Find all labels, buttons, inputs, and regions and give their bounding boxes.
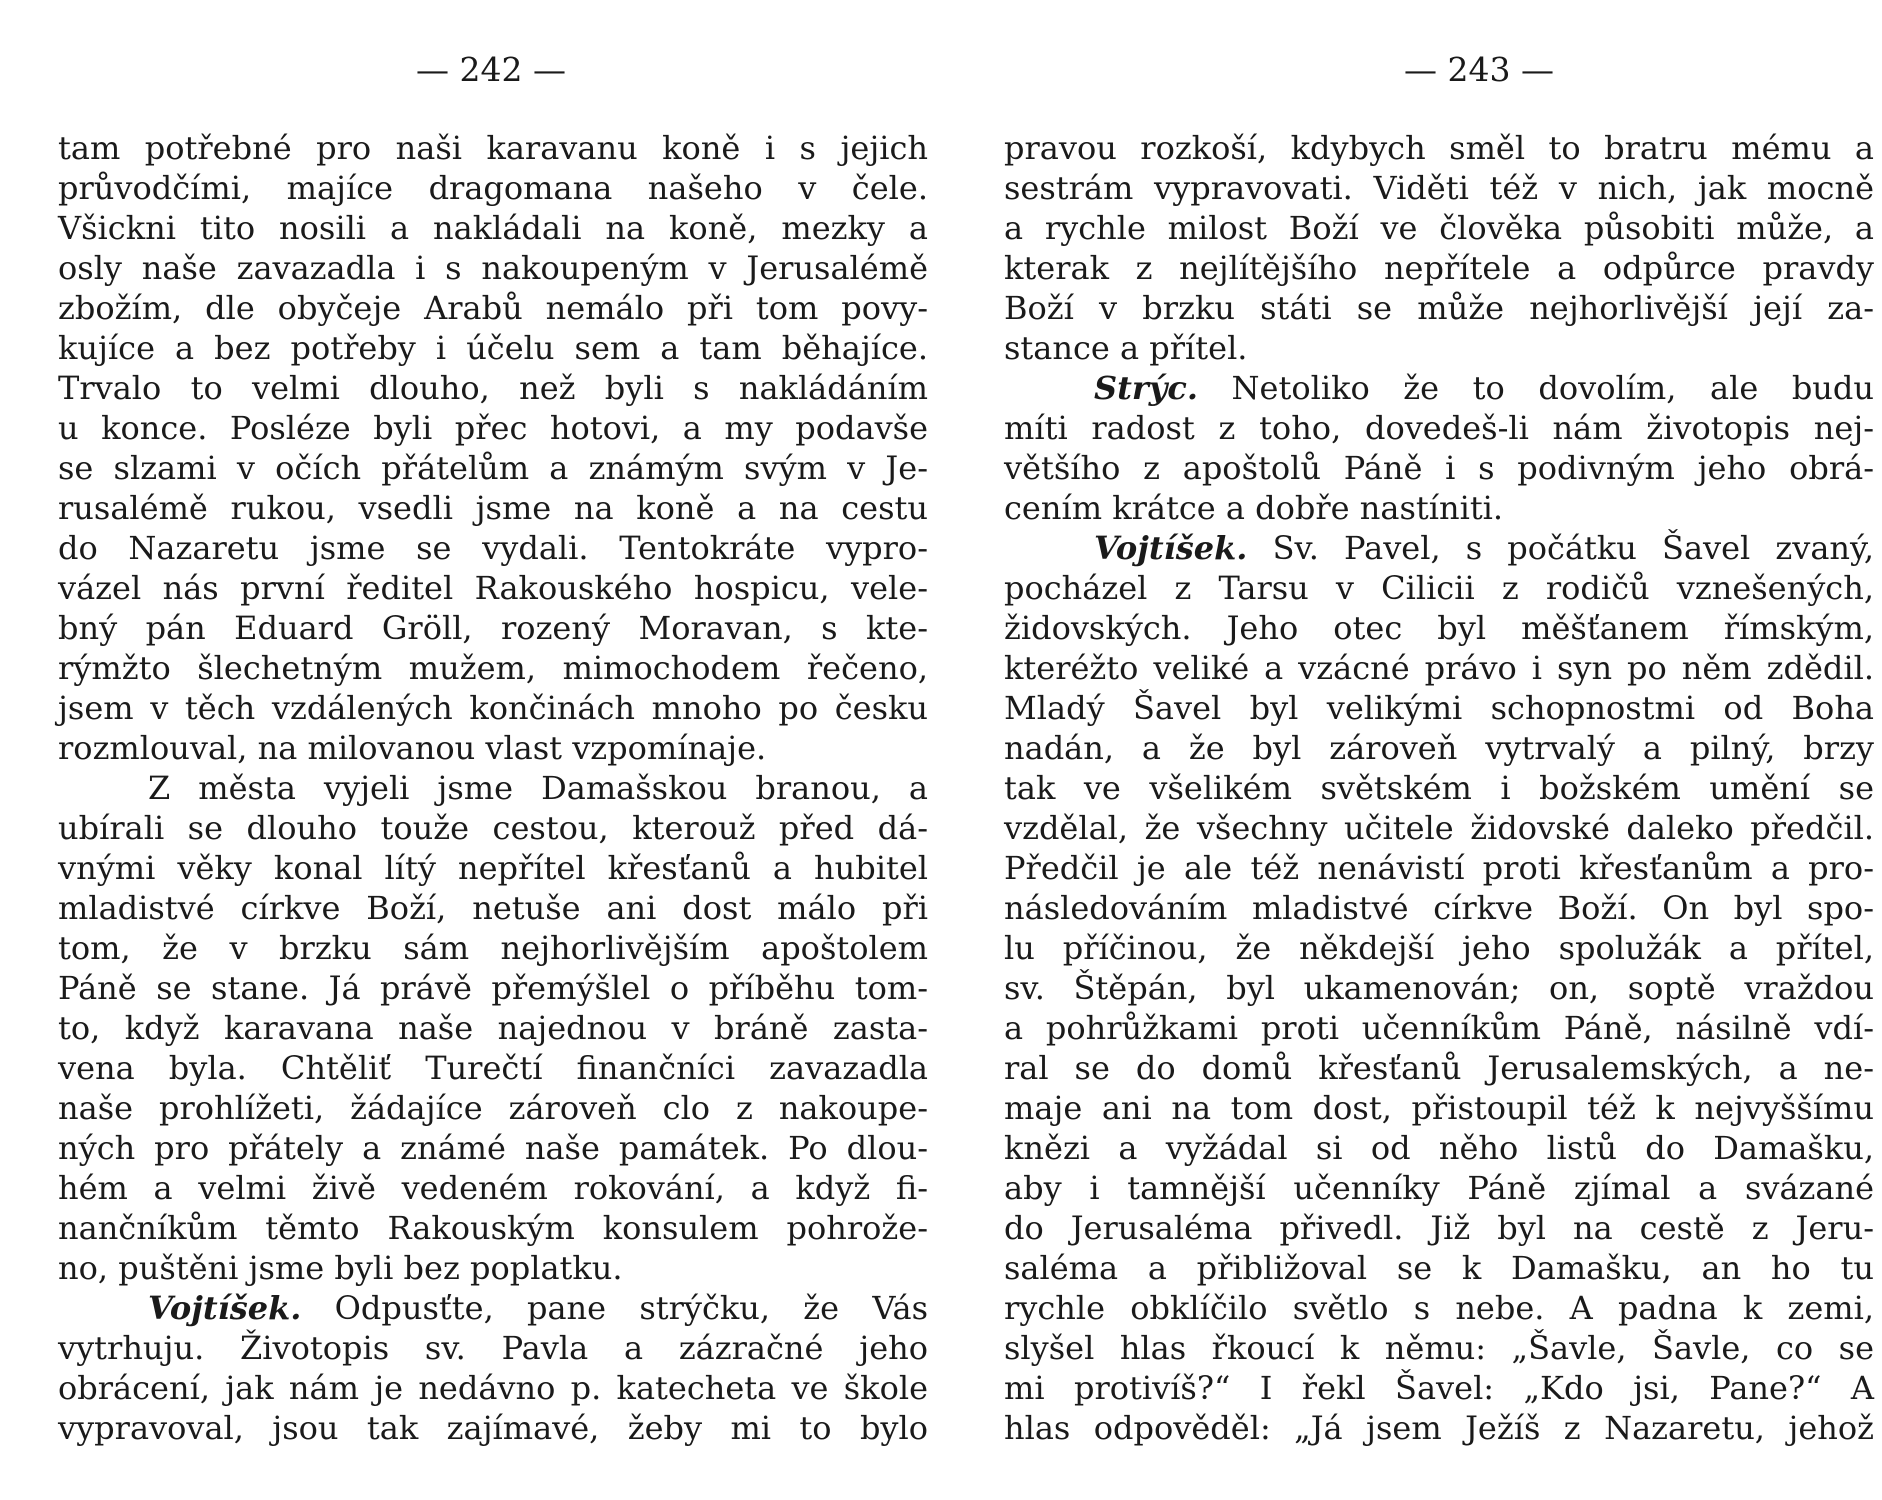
left-page-number: — 242 — <box>416 50 566 89</box>
line-text: obrácení, jak nám je nedávno p. katecheta ve škole <box>58 1369 928 1407</box>
line-text: nančníkům těmto Rakouským konsulem pohrože- <box>58 1209 928 1247</box>
right-page-text <box>1004 128 1874 1448</box>
text-line <box>1004 168 1874 208</box>
right-page-number: — 243 — <box>1404 50 1554 89</box>
line-text: rychle obklíčilo světlo s nebe. A padna k zemi, <box>1004 1289 1874 1327</box>
text-line <box>58 808 928 848</box>
line-text: se slzami v očích přátelům a známým svým v Je- <box>58 449 928 487</box>
line-text: bný pán Eduard Gröll, rozený Moravan, s kte- <box>58 609 928 647</box>
text-line <box>58 1328 928 1368</box>
text-line <box>1004 1248 1874 1288</box>
text-line <box>1004 128 1874 168</box>
text-line <box>1004 928 1874 968</box>
line-text: a pohrůžkami proti učenníkům Páně, násilně vdí- <box>1004 1009 1874 1047</box>
text-line <box>1004 648 1874 688</box>
line-text: naše prohlížeti, žádajíce zároveň clo z nakoupe- <box>58 1089 928 1127</box>
line-text: do Jerusaléma přivedl. Již byl na cestě z Jeru- <box>1004 1209 1874 1247</box>
line-text: následováním mladistvé církve Boží. On byl spo- <box>1004 889 1874 927</box>
line-text: lu příčinou, že někdejší jeho spolužák a přítel, <box>1004 929 1874 967</box>
text-line <box>1004 1208 1874 1248</box>
text-line <box>1004 408 1874 448</box>
text-line <box>58 408 928 448</box>
line-text: vzdělal, že všechny učitele židovské daleko předčil. <box>1004 809 1874 847</box>
line-text: aby i tamnější učenníky Páně zjímal a svázané <box>1004 1169 1874 1207</box>
text-line <box>58 1208 928 1248</box>
line-text: vnými věky konal lítý nepřítel křesťanů a hubitel <box>58 849 928 887</box>
line-text: vázel nás první ředitel Rakouského hospicu, vele- <box>58 569 928 607</box>
text-line <box>1004 1168 1874 1208</box>
line-text: to, když karavana naše najednou v bráně zasta- <box>58 1009 928 1047</box>
line-text: pocházel z Tarsu v Cilicii z rodičů vznešených, <box>1004 569 1874 607</box>
text-line <box>58 608 928 648</box>
line-text: tak ve všelikém světském i božském umění se <box>1004 769 1874 807</box>
text-line <box>58 888 928 928</box>
line-text: vypravoval, jsou tak zajímavé, žeby mi to bylo <box>58 1409 928 1447</box>
text-line <box>1004 1288 1874 1328</box>
text-line <box>1004 288 1874 328</box>
line-text: ubírali se dlouho touže cestou, kterouž před dá- <box>58 809 928 847</box>
line-text: no, puštěni jsme byli bez poplatku. <box>58 1249 623 1287</box>
text-line <box>1004 208 1874 248</box>
text-line <box>58 448 928 488</box>
text-line <box>1004 1128 1874 1168</box>
line-text: většího z apoštolů Páně i s podivným jeho obrá- <box>1004 449 1874 487</box>
text-line <box>1004 1048 1874 1088</box>
text-line <box>58 688 928 728</box>
line-text: rusalémě rukou, vsedli jsme na koně a na cestu <box>58 489 928 527</box>
line-text: Netoliko že to dovolím, ale budu <box>1231 369 1875 407</box>
line-text: Všickni tito nosili a nakládali na koně, mezky a <box>58 209 928 247</box>
line-text: hlas odpověděl: „Já jsem Ježíš z Nazaretu, jehož <box>1004 1409 1874 1447</box>
text-line <box>1004 488 1874 528</box>
text-line <box>1004 768 1874 808</box>
line-text: rozmlouval, na milovanou vlast vzpomínaje. <box>58 729 767 767</box>
text-line <box>58 1248 928 1288</box>
right-page <box>1004 0 1874 1500</box>
text-line <box>58 208 928 248</box>
line-text: zbožím, dle obyčeje Arabů nemálo při tom povy- <box>58 289 928 327</box>
text-line <box>58 728 928 768</box>
line-text: průvodčími, majíce dragomana našeho v čele. <box>58 169 928 207</box>
line-text: do Nazaretu jsme se vydali. Tentokráte vypro- <box>58 529 928 567</box>
text-line <box>58 1008 928 1048</box>
text-line <box>58 1048 928 1088</box>
text-line <box>58 1088 928 1128</box>
line-text: kujíce a bez potřeby i účelu sem a tam běhajíce. <box>58 329 928 367</box>
text-line <box>58 368 928 408</box>
text-line <box>1004 608 1874 648</box>
speaker-name: Strýc. <box>1094 369 1198 407</box>
text-line <box>1004 528 1874 568</box>
text-line <box>58 488 928 528</box>
text-line <box>58 928 928 968</box>
text-line <box>1004 1368 1874 1408</box>
line-text: hém a velmi živě vedeném rokování, a když fi- <box>58 1169 928 1207</box>
line-text: Trvalo to velmi dlouho, než byli s nakládáním <box>58 369 928 407</box>
text-line <box>1004 1328 1874 1368</box>
text-line <box>58 168 928 208</box>
line-text: rýmžto šlechetným mužem, mimochodem řečeno, <box>58 649 928 687</box>
text-line <box>1004 448 1874 488</box>
text-line <box>58 328 928 368</box>
line-text: vytrhuju. Životopis sv. Pavla a zázračné jeho <box>58 1329 928 1367</box>
line-text: ral se do domů křesťanů Jerusalemských, a ne- <box>1004 1049 1874 1087</box>
text-line <box>58 968 928 1008</box>
line-text: mladistvé církve Boží, netuše ani dost málo při <box>58 889 928 927</box>
text-line <box>58 1408 928 1448</box>
speaker-name: Vojtíšek. <box>1094 529 1248 567</box>
line-text: Z města vyjeli jsme Damašskou branou, a <box>148 769 928 807</box>
line-text: kteréžto veliké a vzácné právo i syn po něm zdědil. <box>1004 649 1874 687</box>
text-line <box>58 1168 928 1208</box>
text-line <box>1004 328 1874 368</box>
text-line <box>1004 368 1874 408</box>
text-line <box>58 1128 928 1168</box>
line-text: u konce. Posléze byli přec hotovi, a my podavše <box>58 409 928 447</box>
line-text: slyšel hlas řkoucí k němu: „Šavle, Šavle, co se <box>1004 1329 1874 1367</box>
left-page-text <box>58 128 928 1448</box>
line-text: a rychle milost Boží ve člověka působiti může, a <box>1004 209 1874 247</box>
text-line <box>58 248 928 288</box>
line-text: ných pro přátely a známé naše památek. Po dlou- <box>58 1129 928 1167</box>
line-text: Odpusťte, pane strýčku, že Vás <box>334 1289 928 1327</box>
line-text: nadán, a že byl zároveň vytrvalý a pilný, brzy <box>1004 729 1874 767</box>
line-text: maje ani na tom dost, přistoupil též k nejvyššímu <box>1004 1089 1874 1127</box>
text-line <box>1004 568 1874 608</box>
line-text: Mladý Šavel byl velikými schopnostmi od Boha <box>1004 689 1874 727</box>
line-text: míti radost z toho, dovedeš-li nám životopis nej- <box>1004 409 1874 447</box>
text-line <box>1004 1408 1874 1448</box>
line-text: židovských. Jeho otec byl měšťanem římským, <box>1004 609 1874 647</box>
line-text: pravou rozkoší, kdybych směl to bratru mému a <box>1004 129 1874 167</box>
text-line <box>58 288 928 328</box>
text-line <box>58 848 928 888</box>
line-text: stance a přítel. <box>1004 329 1248 367</box>
speaker-name: Vojtíšek. <box>148 1289 302 1327</box>
text-line <box>1004 1088 1874 1128</box>
text-line <box>58 1288 928 1328</box>
text-line <box>1004 248 1874 288</box>
line-text: tom, že v brzku sám nejhorlivějším apoštolem <box>58 929 928 967</box>
line-text: jsem v těch vzdálených končinách mnoho po česku <box>58 689 928 727</box>
line-text: kterak z nejlítějšího nepřítele a odpůrce pravdy <box>1004 249 1874 287</box>
line-text: sv. Štěpán, byl ukamenován; on, soptě vraždou <box>1004 969 1874 1007</box>
line-text: saléma a přibližoval se k Damašku, an ho tu <box>1004 1249 1874 1287</box>
text-line <box>1004 968 1874 1008</box>
line-text: osly naše zavazadla i s nakoupeným v Jerusalémě <box>58 249 928 287</box>
line-text: sestrám vypravovati. Viděti též v nich, jak mocně <box>1004 169 1874 207</box>
text-line <box>1004 728 1874 768</box>
line-text: Boží v brzku státi se může nejhorlivější její za- <box>1004 289 1874 327</box>
line-text: Páně se stane. Já právě přemýšlel o příběhu tom- <box>58 969 928 1007</box>
text-line <box>58 568 928 608</box>
line-text: Předčil je ale též nenávistí proti křesťanům a pro- <box>1004 849 1874 887</box>
text-line <box>1004 1008 1874 1048</box>
text-line <box>1004 688 1874 728</box>
text-line <box>1004 808 1874 848</box>
text-line <box>1004 888 1874 928</box>
text-line <box>58 648 928 688</box>
line-text: Sv. Pavel, s počátku Šavel zvaný, <box>1272 529 1875 567</box>
line-text: vena byla. Chtěliť Turečtí finančníci zavazadla <box>58 1049 928 1087</box>
line-text: tam potřebné pro naši karavanu koně i s jejich <box>58 129 928 167</box>
line-text: knězi a vyžádal si od něho listů do Damašku, <box>1004 1129 1874 1167</box>
text-line <box>1004 848 1874 888</box>
text-line <box>58 768 928 808</box>
line-text: cením krátce a dobře nastíniti. <box>1004 489 1504 527</box>
left-page <box>58 0 928 1500</box>
line-text: mi protivíš?“ I řekl Šavel: „Kdo jsi, Pane?“ A <box>1004 1369 1874 1407</box>
text-line <box>58 528 928 568</box>
text-line <box>58 128 928 168</box>
text-line <box>58 1368 928 1408</box>
